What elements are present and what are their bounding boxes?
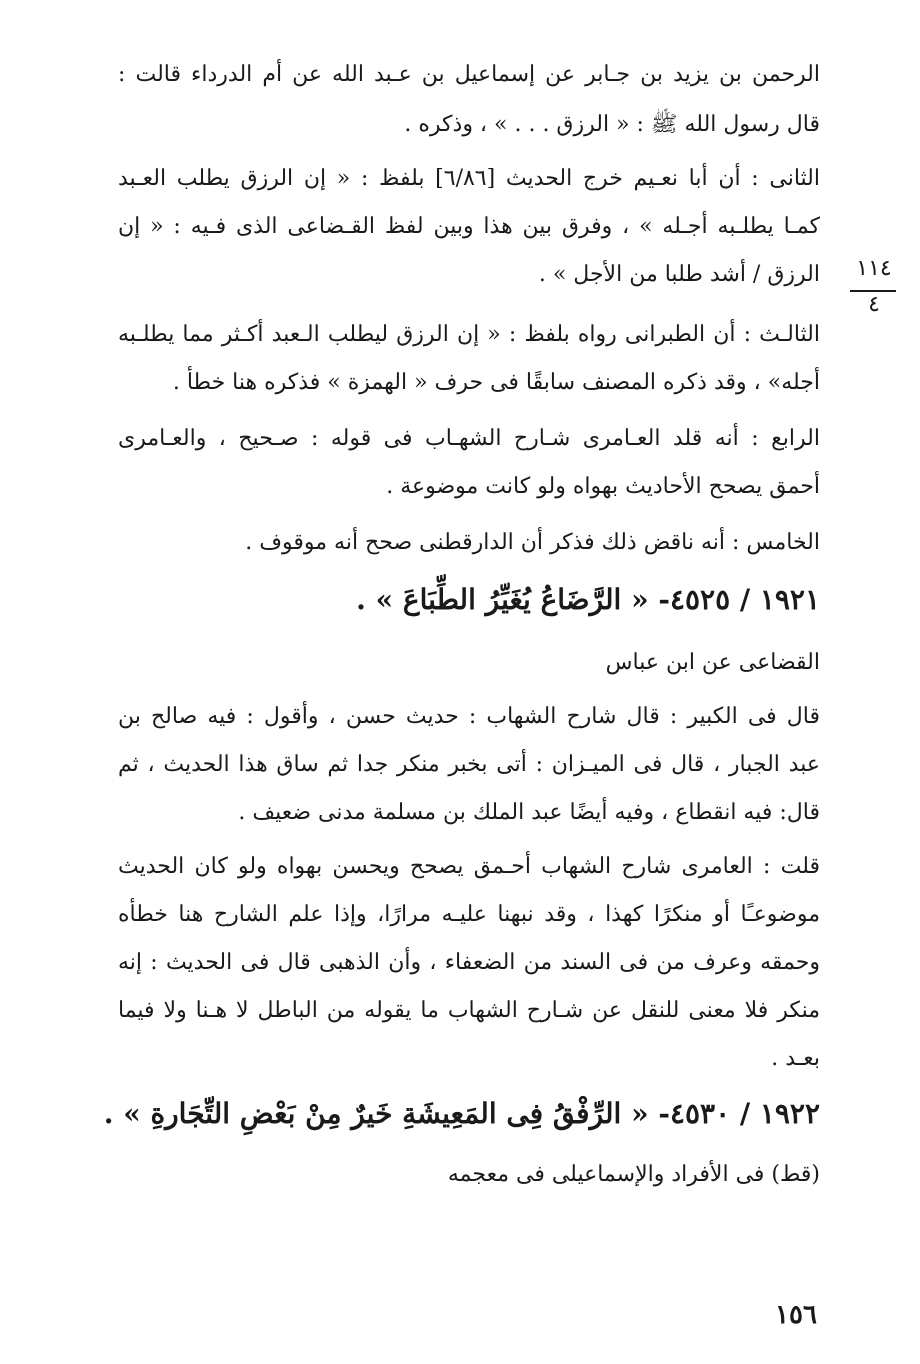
text-line: أحمق يصحح الأحاديث بهواه ولو كانت موضوعة . — [386, 474, 820, 499]
text-line: الخامس : أنه ناقض ذلك فذكر أن الدارقطنى صحح أنه موقوف . — [245, 530, 820, 555]
text-line: الرحمن بن يزيد بن جـابر عن إسماعيل بن عـبد الله عن أم الدرداء قالت : — [118, 62, 820, 87]
text-line: كمـا يطلـبه أجـله » ، وفرق بين هذا وبين لفظ القـضاعى الذى فـيه : « إن — [118, 214, 820, 239]
page-number: ١٥٦ — [775, 1300, 817, 1330]
margin-note-bottom: ٤ — [868, 292, 880, 317]
text-line: الثانى : أن أبا نعـيم خرج الحديث [٦/٨٦] بلفظ : « إن الرزق يطلب العـبد — [118, 166, 821, 191]
text-line: قلت : العامرى شارح الشهاب أحـمق يصحح ويحسن بهواه ولو كان الحديث — [118, 854, 820, 879]
source-line: القضاعى عن ابن عباس — [605, 650, 820, 675]
text-line: موضوعـًا أو منكرًا كهذا ، وقد نبهنا عليـه مرارًا، وإذا علم الشارح هنا خطأه — [118, 902, 820, 927]
text-line: قال: فيه انقطاع ، وفيه أيضًا عبد الملك بن مسلمة مدنى ضعيف . — [238, 800, 820, 825]
text-line: وحمقه وعرف من فى السند من الضعفاء ، وأن الذهبى قال فى الحديث : إنه — [118, 950, 820, 975]
text-line: الثالـث : أن الطبرانى رواه بلفظ : « إن الرزق ليطلب الـعبد أكـثر مما يطلـبه — [118, 322, 820, 347]
hadith-heading: ١٩٢١ / ٤٥٢٥- « الرَّضَاعُ يُغَيِّرُ الطِّبَاعَ » . — [356, 583, 820, 616]
margin-note-top: ١١٤ — [856, 256, 892, 281]
text-line: بعـد . — [771, 1046, 820, 1071]
text-line: منكر فلا معنى للنقل عن شـارح الشهاب ما يقوله من الباطل لا هـنا ولا فيما — [118, 998, 820, 1023]
text-line: قال رسول الله ﷺ : « الرزق . . . » ، وذكره . — [404, 112, 820, 137]
hadith-heading: ١٩٢٢ / ٤٥٣٠- « الرِّفْقُ فِى المَعِيشَةِ خَيرٌ مِنْ بَعْضِ التِّجَارةِ » . — [103, 1097, 820, 1130]
text-line: عبد الجبار ، قال فى الميـزان : أتى بخبر منكر جدا ثم ساق هذا الحديث ، ثم — [118, 752, 820, 777]
text-line: أجله» ، وقد ذكره المصنف سابقًا فى حرف « الهمزة » فذكره هنا خطأ . — [172, 370, 820, 395]
text-line: الرابع : أنه قلد العـامرى شـارح الشهـاب فى قوله : صـحيح ، والعـامرى — [118, 426, 820, 451]
text-line: الرزق / أشد طلبا من الأجل » . — [538, 262, 820, 287]
text-line: قال فى الكبير : قال شارح الشهاب : حديث حسن ، وأقول : فيه صالح بن — [118, 704, 820, 729]
source-line: (قط) فى الأفراد والإسماعيلى فى معجمه — [447, 1162, 820, 1187]
